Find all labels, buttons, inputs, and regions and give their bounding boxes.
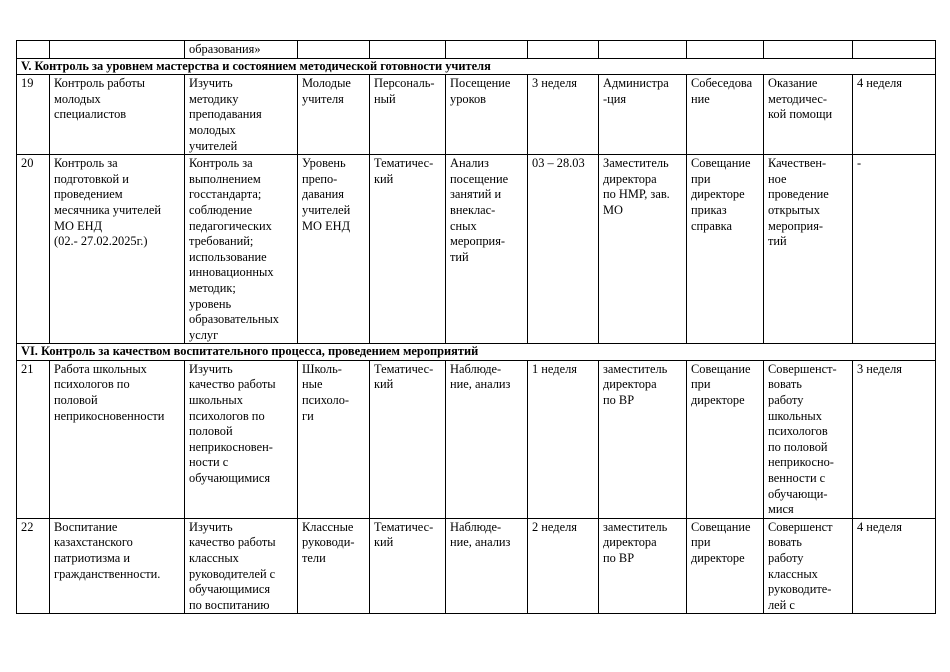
table-cell: Тематичес- кий [370,360,446,518]
table-cell: Изучить методику преподавания молодых учителей [185,75,298,155]
table-cell: Контроль работы молодых специалистов [50,75,185,155]
table-cell: 4 неделя [853,75,936,155]
table-row [17,360,936,518]
table-row [17,75,936,155]
table-cell: Молодые учителя [298,75,370,155]
table-cell [764,41,853,59]
table-cell: Совещание при директоре [687,360,764,518]
table-cell: образования» [185,41,298,59]
table-cell: Школь- ные психоло- ги [298,360,370,518]
table-row [17,518,936,614]
table-cell: Собеседова ние [687,75,764,155]
section-heading-row [17,344,936,361]
table-cell [370,41,446,59]
table-cell: Персональ- ный [370,75,446,155]
table-cell [50,41,185,59]
table-cell: заместитель директора по ВР [599,518,687,614]
table-cell [528,41,599,59]
table-cell: Анализ посещение занятий и внеклас- сных мероприя- тий [446,155,528,344]
table-cell: Классные руководи- тели [298,518,370,614]
table-cell: 3 неделя [853,360,936,518]
table-cell: 03 – 28.03 [528,155,599,344]
table-cell: 19 [17,75,50,155]
table-cell: заместитель директора по ВР [599,360,687,518]
table-cell [446,41,528,59]
table-cell: Совещание при директоре приказ справка [687,155,764,344]
section-v-heading: V. Контроль за уровнем мастерства и состоянием методической готовности учителя [17,58,936,75]
table-cell [853,41,936,59]
table-cell: 22 [17,518,50,614]
table-cell [687,41,764,59]
table-cell: Работа школьных психологов по половой неприкосновенности [50,360,185,518]
table-cell: Тематичес- кий [370,518,446,614]
table-cell: Наблюде- ние, анализ [446,360,528,518]
table-cell: 3 неделя [528,75,599,155]
control-plan-table [16,40,936,614]
section-vi-heading: VI. Контроль за качеством воспитательного процесса, проведением мероприятий [17,344,936,361]
table-cell: 21 [17,360,50,518]
table-cell: Изучить качество работы классных руководителей с обучающимися по воспитанию [185,518,298,614]
table-cell: Контроль за выполнением госстандарта; соблюдение педагогических требований; использование инновационных методик; уровень образовательных услуг [185,155,298,344]
table-cell: Воспитание казахстанского патриотизма и гражданственности. [50,518,185,614]
table-cell: Изучить качество работы школьных психологов по половой неприкосновен- ности с обучающимися [185,360,298,518]
table-cell: 2 неделя [528,518,599,614]
table-cell [17,41,50,59]
table-cell: Тематичес- кий [370,155,446,344]
table-cell: Наблюде- ние, анализ [446,518,528,614]
table-cell: Уровень препо- давания учителей МО ЕНД [298,155,370,344]
table-cell: 1 неделя [528,360,599,518]
table-cell: 20 [17,155,50,344]
table-cell [599,41,687,59]
table-cell: Администра -ция [599,75,687,155]
table-cell: Качествен- ное проведение открытых мероприя- тий [764,155,853,344]
section-heading-row [17,58,936,75]
table-row [17,155,936,344]
table-cell: Совершенст- вовать работу школьных психологов по половой неприкосно- венности с обучающи- мися [764,360,853,518]
table-row [17,41,936,59]
table-cell: Совершенст вовать работу классных руководите- лей с [764,518,853,614]
table-cell: Контроль за подготовкой и проведением месячника учителей МО ЕНД (02.- 27.02.2025г.) [50,155,185,344]
table-cell: 4 неделя [853,518,936,614]
table-cell: Заместитель директора по НМР, зав. МО [599,155,687,344]
table-cell: Совещание при директоре [687,518,764,614]
table-cell: - [853,155,936,344]
table-cell [298,41,370,59]
table-cell: Посещение уроков [446,75,528,155]
table-cell: Оказание методичес- кой помощи [764,75,853,155]
